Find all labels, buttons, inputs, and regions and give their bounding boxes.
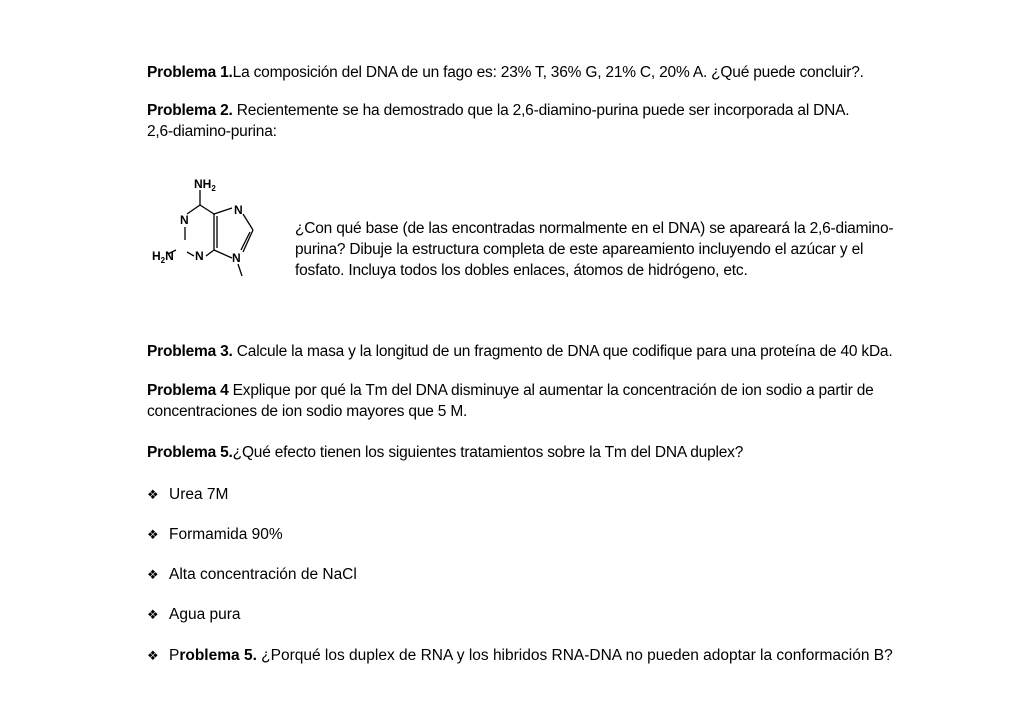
n9-label: N [232,251,241,265]
problem-2 [147,100,877,121]
problem-4-text: Explique por qué la Tm del DNA disminuye al aumentar la concentración de ion sodio a partir de [228,382,874,399]
bullet-text: Agua pura [169,606,241,623]
problem-3 [147,341,893,362]
problem-5 [147,442,877,463]
problem-2-question [295,218,894,281]
diamond-bullet-icon: ❖ [147,649,159,664]
problem-4-continued: concentraciones de ion sodio mayores que 5 M. [147,403,468,420]
problem-2-question-line-3: fosfato. Incluya todos los dobles enlaces, átomos de hidrógeno, etc. [295,262,748,279]
bullet-item [147,564,357,586]
problem-2-text: Recientemente se ha demostrado que la 2,6-diamino-purina puede ser incorporada al DNA. [232,102,850,119]
n7-label: N [234,203,243,217]
bullet-text: Alta concentración de NaCl [169,566,357,583]
n1-label: N [180,213,189,227]
problem-2-label: Problema 2. [147,102,233,119]
diaminopurine-structure [150,172,265,277]
diamond-bullet-icon: ❖ [147,608,159,623]
problem-4-label: Problema 4 [147,382,229,399]
h2n-left-label: $H_2N$ [152,249,174,265]
problem-1-text: La composición del DNA de un fago es: 23% T, 36% G, 21% C, 20% A. ¿Qué puede concluir?. [232,64,864,81]
last-problem-prefix: P [169,647,180,664]
last-problem-text: ¿Porqué los duplex de RNA y los hibridos RNA-DNA no pueden adoptar la conformación B? [256,647,893,664]
diamond-bullet-icon: ❖ [147,568,159,583]
bullet-text: Urea 7M [169,486,229,503]
problem-4 [147,380,877,401]
diamond-bullet-icon: ❖ [147,528,159,543]
problem-2-caption: 2,6-diamino-purina: [147,123,277,140]
bullet-item [147,524,283,546]
bullet-item [147,484,228,506]
problem-3-text: Calcule la masa y la longitud de un fragmento de DNA que codifique para una proteína de 40 kDa. [232,343,893,360]
bullet-item-last-problem [147,645,893,667]
problem-1-label: Problema 1. [147,64,233,81]
bullet-text: Formamida 90% [169,526,283,543]
problem-1 [147,62,877,83]
problem-5-label: Problema 5. [147,444,233,461]
problem-3-label: Problema 3. [147,343,233,360]
n3-label: N [195,249,204,263]
problem-2-question-line-1: ¿Con qué base (de las encontradas normalmente en el DNA) se apareará la 2,6-diamino- [295,220,894,237]
problem-2-question-line-2: purina? Dibuje la estructura completa de este apareamiento incluyendo el azúcar y el [295,241,864,258]
bullet-item [147,604,241,626]
nh2-top-label: $NH_2$ [194,177,216,193]
diamond-bullet-icon: ❖ [147,488,159,503]
last-problem-label: roblema 5. [179,647,257,664]
problem-5-text: ¿Qué efecto tienen los siguientes tratamientos sobre la Tm del DNA duplex? [232,444,744,461]
